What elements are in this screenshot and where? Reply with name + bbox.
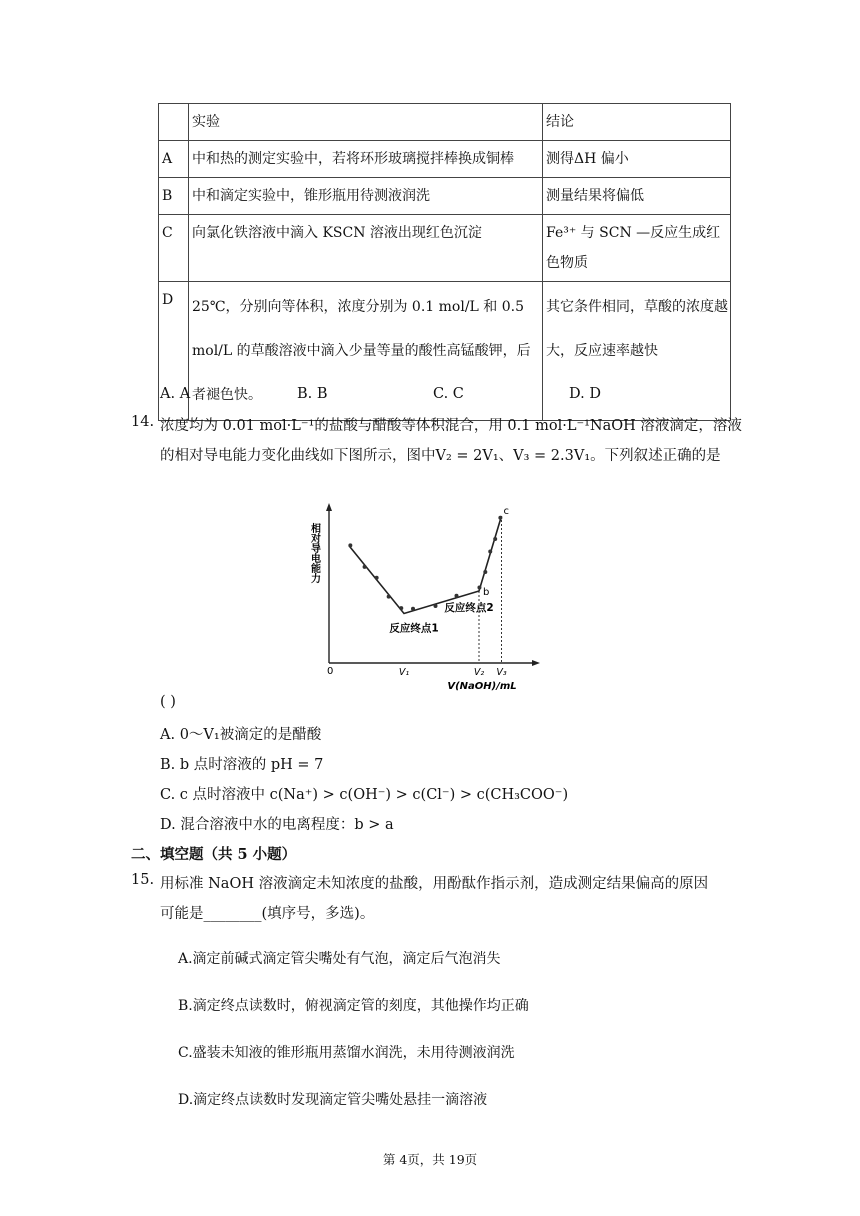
data-dot [434,604,438,608]
data-dot [493,537,497,541]
row-conclusion: 其它条件相同，草酸的浓度越大，反应速率越快 [543,282,731,421]
data-dot [477,586,481,590]
data-dot [399,606,403,610]
y-axis-label: 相对导电能力 [308,523,320,583]
q14-answer-bracket: ( ) [160,694,176,710]
x-tick-label: V₂ [473,667,485,678]
row-conclusion: 测量结果将偏低 [543,178,731,215]
q15-option-d: D.滴定终点读数时发现滴定管尖嘴处悬挂一滴溶液 [178,1092,488,1108]
q15-stem-line1: 用标准 NaOH 溶液滴定未知浓度的盐酸，用酚酞作指示剂，造成测定结果偏高的原因 [160,876,709,892]
q15-stem-line2: 可能是________(填序号，多选)。 [160,906,375,922]
x-tick-label: V₁ [398,667,410,678]
q14-option-b: B. b 点时溶液的 pH = 7 [160,757,324,773]
x-axis-label: V(NaOH)/mL [447,681,517,692]
q13-option-c: C. C [433,386,464,402]
page-footer: 第 4页，共 19页 [382,1152,478,1167]
data-dot [498,516,502,520]
x-tick-label: V₃ [496,667,507,678]
endpoint1-annotation: 反应终点1 [389,622,439,635]
header-cell-conclusion: 结论 [543,104,731,141]
q14-stem-line2: 的相对导电能力变化曲线如下图所示，图中V₂ = 2V₁、V₃ = 2.3V₁。下列叙述正确的是 [160,448,721,464]
point-label-c: c [503,506,509,517]
conductivity-curve [349,516,501,614]
q15-number: 15. [131,872,155,888]
section-title: 二、填空题（共 5 小题） [131,846,297,863]
row-experiment: 中和滴定实验中，锥形瓶用待测液润洗 [189,178,543,215]
data-dot [387,595,391,599]
data-dot [488,550,492,554]
header-cell-label [159,104,189,141]
table-row [159,178,731,215]
header-cell-experiment: 实验 [189,104,543,141]
table-row [159,215,731,282]
row-experiment: 中和热的测定实验中，若将环形玻璃搅拌棒换成铜棒 [189,141,543,178]
data-dot [348,543,352,547]
row-experiment: 向氯化铁溶液中滴入 KSCN 溶液出现红色沉淀 [189,215,543,282]
q13-option-b: B. B [297,386,328,402]
q15-option-c: C.盛装未知液的锥形瓶用蒸馏水润洗，未用待测液润洗 [178,1045,515,1061]
q14-stem-line1: 浓度均为 0.01 mol·L⁻¹的盐酸与醋酸等体积混合，用 0.1 mol·L⁻¹NaOH 溶液滴定，溶液 [160,418,742,434]
row-label: C [159,215,189,282]
table-row [159,141,731,178]
row-label: B [159,178,189,215]
data-dot [375,576,379,580]
data-dot [483,570,487,574]
data-dot [363,565,367,569]
row-experiment: 25℃，分别向等体积，浓度分别为 0.1 mol/L 和 0.5 mol/L 的草酸溶液中滴入少量等量的酸性高锰酸钾，后者褪色快。 [189,282,543,421]
experiment-table [158,103,731,421]
row-label: A [159,141,189,178]
data-dot [411,607,415,611]
q14-option-c: C. c 点时溶液中 c(Na⁺) > c(OH⁻) > c(Cl⁻) > c(CH₃COO⁻) [160,787,569,803]
q15-option-b: B.滴定终点读数时，俯视滴定管的刻度，其他操作均正确 [178,998,529,1014]
q14-number: 14. [131,414,155,430]
q13-option-a: A. A [160,386,191,402]
q13-option-d: D. D [569,386,601,402]
row-label: D [159,282,189,421]
conductivity-chart [300,498,540,694]
endpoint2-annotation: 反应终点2 [444,602,494,614]
row-conclusion: 测得ΔH 偏小 [543,141,731,178]
table-header-row [159,104,731,141]
row-conclusion: Fe³⁺ 与 SCN —反应生成红色物质 [543,215,731,282]
q14-option-a: A. 0～V₁被滴定的是醋酸 [160,727,322,743]
q15-option-a: A.滴定前碱式滴定管尖嘴处有气泡，滴定后气泡消失 [178,951,501,967]
y-axis-arrow [326,503,332,511]
q14-option-d: D. 混合溶液中水的电离程度：b > a [160,817,394,833]
point-label-b: b [483,587,490,598]
origin-label: 0 [327,666,334,677]
x-axis-arrow [532,660,540,666]
data-dot [455,594,459,598]
